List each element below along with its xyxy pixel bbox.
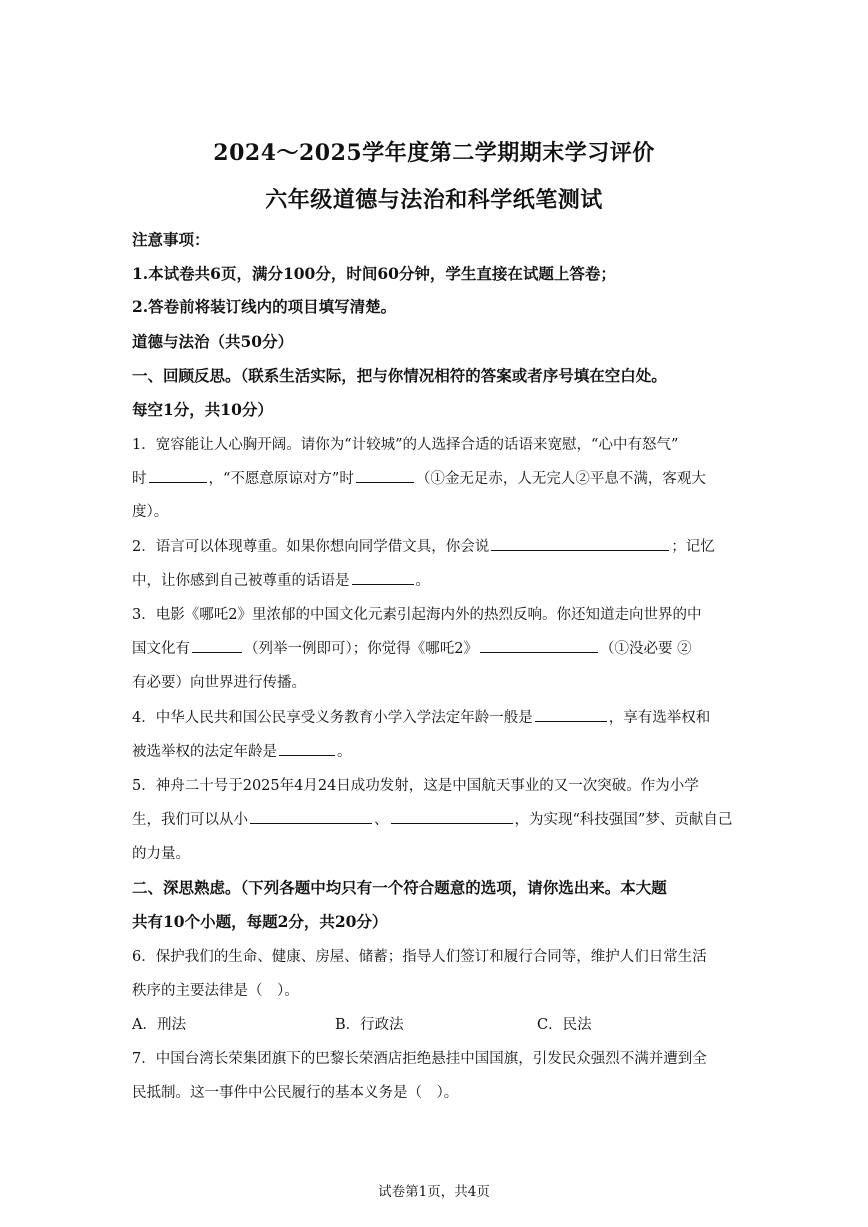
page-footer: 试卷第1页，共4页 (378, 1184, 490, 1200)
question-7-line2: 民抵制。这一事件中公民履行的基本义务是（ ）。 (132, 1085, 459, 1101)
question-3-text-a: 国文化有 (132, 641, 190, 657)
answer-blank-q1-2[interactable] (356, 468, 414, 483)
question-5-text-a: 生，我们可以从小 (132, 812, 248, 828)
question-2-text-b: ；记忆 (671, 539, 715, 555)
question-4-line2 (132, 740, 747, 761)
answer-blank-q3-1[interactable] (192, 638, 242, 653)
question-2-text-a: 2．语言可以体现尊重。如果你想向同学借文具，你会说 (132, 539, 490, 555)
part2-heading-line2: 共有10个小题，每题2分，共20分） (132, 912, 388, 931)
question-1-line1: 1．宽容能让人心胸开阔。请你为“计较城”的人选择合适的话语来宽慰，“心中有怒气” (132, 437, 679, 453)
question-3-line2 (132, 637, 747, 658)
answer-blank-q5-2[interactable] (391, 809, 513, 824)
question-1-text-a: 时 (132, 471, 147, 487)
part2-heading-line1: 二、深思熟虑。（下列各题中均只有一个符合题意的选项，请你选出来。本大题 (132, 878, 667, 897)
question-2-line2 (132, 569, 747, 590)
question-7-line1: 7．中国台湾长荣集团旗下的巴黎长荣酒店拒绝悬挂中国国旗，引发民众强烈不满并遭到全 (132, 1051, 707, 1067)
answer-blank-q2-2[interactable] (352, 570, 414, 585)
part1-heading-line1: 一、回顾反思。（联系生活实际，把与你情况相符的答案或者序号填在空白处。 (132, 366, 667, 385)
question-5-line2 (132, 808, 747, 829)
question-1-text-b: ，“不愿意原谅对方”时 (208, 471, 354, 487)
q6-option-a[interactable]: A．刑法 (132, 1017, 186, 1033)
question-1-text-c: （①金无足赤，人无完人②平息不满，客观大 (415, 471, 706, 487)
question-4-text-b: ，享有选举权和 (608, 710, 711, 726)
question-3-text-b: （列举一例即可）；你觉得《哪吒2》 (244, 641, 478, 657)
notice-heading: 注意事项： (132, 230, 210, 249)
question-3-text-c: （①没必要 ② (599, 641, 692, 657)
exam-title-line1: 2024～2025学年度第二学期期末学习评价 (213, 140, 655, 166)
answer-blank-q3-2[interactable] (480, 638, 598, 653)
question-2-line1 (132, 535, 747, 556)
q6-option-c[interactable]: C．民法 (537, 1017, 592, 1033)
part1-heading-line2: 每空1分，共10分） (132, 400, 273, 419)
question-4-line1 (132, 706, 747, 727)
question-5-line3: 的力量。 (132, 846, 190, 862)
section-title: 道德与法治（共50分） (132, 332, 294, 351)
answer-blank-q1-1[interactable] (149, 468, 207, 483)
answer-blank-q4-2[interactable] (279, 741, 335, 756)
q6-option-b[interactable]: B．行政法 (335, 1017, 404, 1033)
question-6-line1: 6．保护我们的生命、健康、房屋、储蓄；指导人们签订和履行合同等，维护人们日常生活 (132, 949, 707, 965)
question-4-text-d: 。 (337, 744, 352, 760)
answer-blank-q2-1[interactable] (491, 536, 669, 551)
answer-blank-q4-1[interactable] (535, 707, 607, 722)
question-3-line3: 有必要）向世界进行传播。 (132, 675, 306, 691)
question-2-text-c: 中，让你感到自己被尊重的话语是 (132, 573, 350, 589)
question-6-line2: 秩序的主要法律是（ ）。 (132, 983, 299, 999)
notice-item-1: 1.本试卷共6页，满分100分，时间60分钟，学生直接在试题上答卷； (132, 264, 616, 283)
question-1-line2 (132, 467, 747, 488)
question-3-line1: 3．电影《哪吒2》里浓郁的中国文化元素引起海内外的热烈反响。你还知道走向世界的中 (132, 607, 702, 623)
notice-item-2: 2.答卷前将装订线内的项目填写清楚。 (132, 297, 397, 316)
exam-title-line2: 六年级道德与法治和科学纸笔测试 (265, 187, 603, 213)
question-4-text-a: 4．中华人民共和国公民享受义务教育小学入学法定年龄一般是 (132, 710, 533, 726)
question-2-text-d: 。 (415, 573, 430, 589)
question-5-line1: 5．神舟二十号于2025年4月24日成功发射，这是中国航天事业的又一次突破。作为小学 (132, 778, 699, 794)
question-5-text-c: ，为实现“科技强国”梦、贡献自己 (514, 812, 733, 828)
question-5-text-b: 、 (374, 812, 389, 828)
answer-blank-q5-1[interactable] (250, 809, 372, 824)
question-4-text-c: 被选举权的法定年龄是 (132, 744, 277, 760)
question-1-line3: 度）。 (132, 504, 169, 520)
